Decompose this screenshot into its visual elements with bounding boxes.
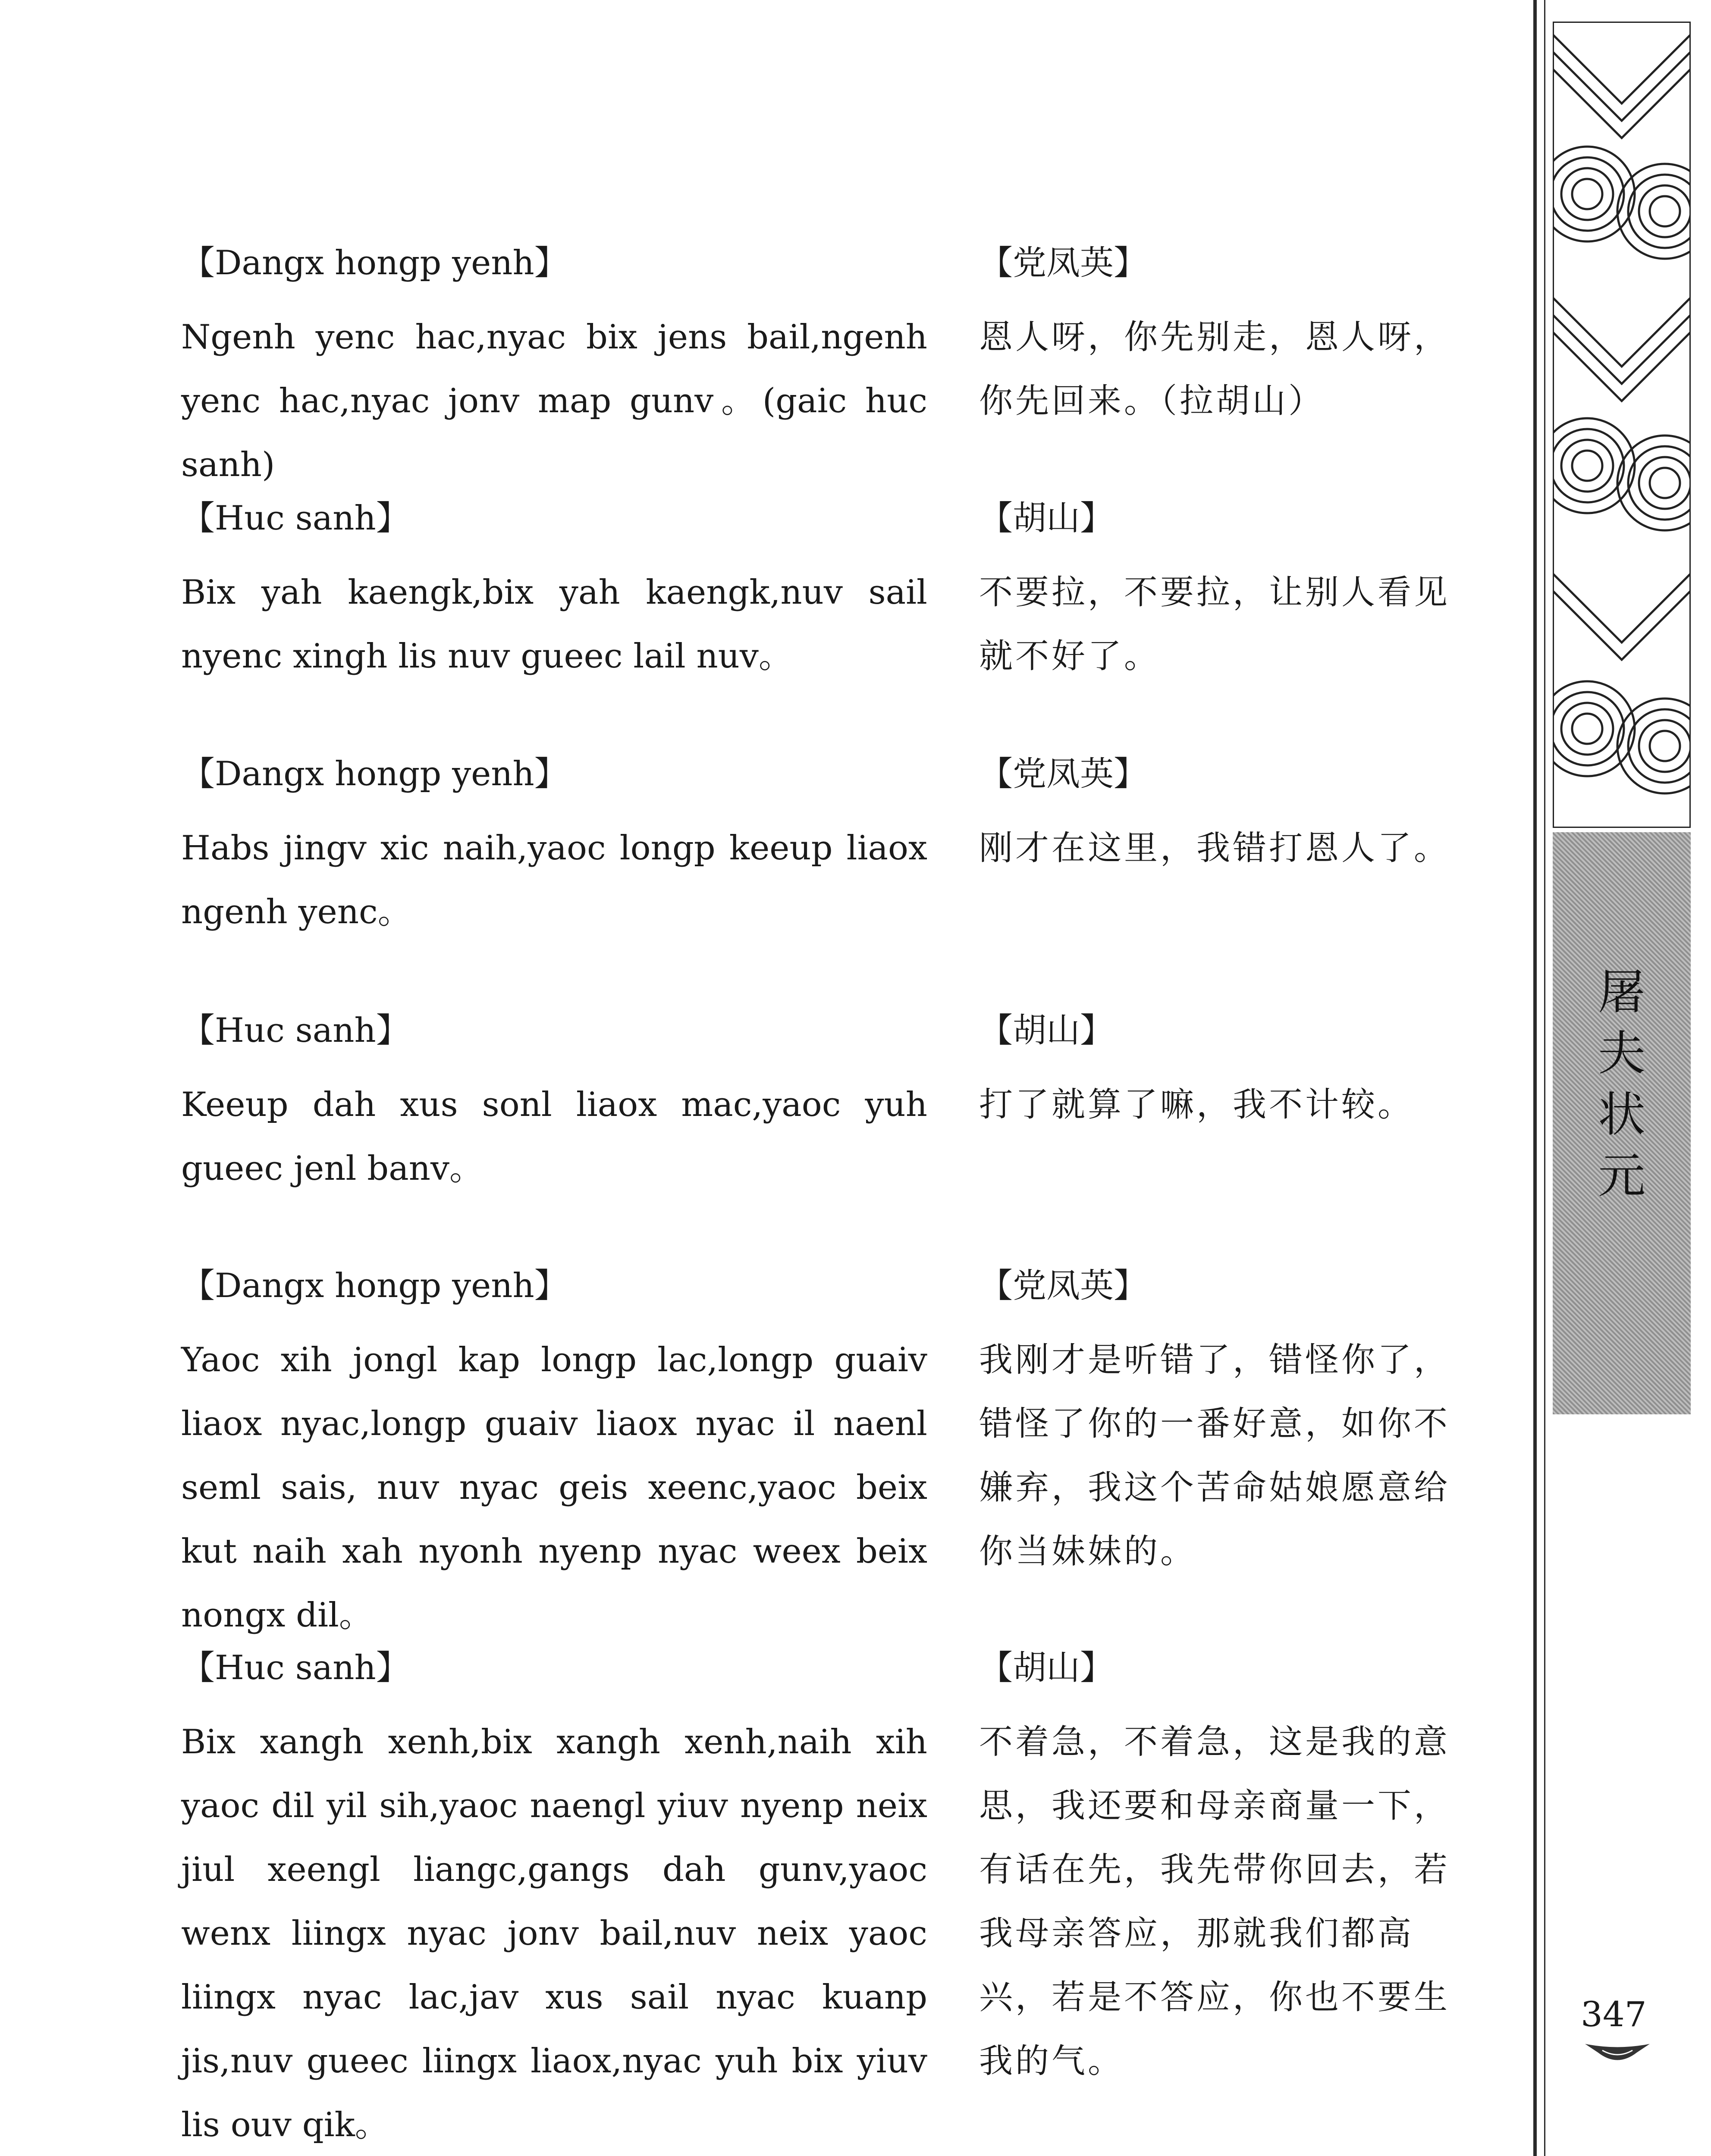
zh-dialogue-6 [979, 1646, 1458, 2093]
zh-speaker: 【党凤英】 [979, 244, 1148, 282]
zh-dialogue-4 [979, 1009, 1458, 1137]
kam-text: Bix yah kaengk,bix yah kaengk,nuv sail nyenc xingh lis nuv gueec lail nuv。 [181, 573, 927, 676]
kam-text: Habs jingv xic naih,yaoc longp keeup liaox ngenh yenc。 [181, 829, 927, 931]
kam-dialogue-5 [181, 1264, 927, 1647]
zh-dialogue-1 [979, 241, 1458, 433]
zh-text: 刚才在这里，我错打恩人了。 [979, 829, 1450, 868]
zh-speaker: 【党凤英】 [979, 755, 1148, 793]
kam-dialogue-3 [181, 752, 927, 944]
ornament-icon [1585, 2042, 1650, 2068]
kam-speaker: 【Dangx hongp yenh】 [181, 1266, 568, 1305]
zh-speaker: 【胡山】 [979, 1648, 1114, 1687]
side-title [1553, 962, 1691, 1206]
zh-text: 恩人呀，你先别走，恩人呀，你先回来。（拉胡山） [979, 318, 1450, 420]
kam-speaker: 【Dangx hongp yenh】 [181, 755, 568, 793]
zh-speaker: 【胡山】 [979, 1011, 1114, 1050]
kam-speaker: 【Huc sanh】 [181, 1011, 410, 1050]
zh-dialogue-5 [979, 1264, 1458, 1583]
zh-dialogue-3 [979, 752, 1458, 880]
kam-speaker: 【Dangx hongp yenh】 [181, 244, 568, 282]
kam-text: Ngenh yenc hac,nyac bix jens bail,ngenh yenc hac,nyac jonv map gunv。(gaic huc sanh) [181, 318, 927, 484]
zh-text: 不着急，不着急，这是我的意思，我还要和母亲商量一下，有话在先，我先带你回去，若我母亲答应，那就我们都高兴，若是不答应，你也不要生我的气。 [979, 1723, 1450, 2081]
sidebar-border-line-inner [1544, 0, 1545, 2156]
zh-speaker: 【党凤英】 [979, 1266, 1148, 1305]
kam-text: Keeup dah xus sonl liaox mac,yaoc yuh gueec jenl banv。 [181, 1085, 927, 1188]
zh-text: 打了就算了嘛，我不计较。 [979, 1085, 1414, 1124]
zh-speaker: 【胡山】 [979, 499, 1114, 538]
zh-dialogue-2 [979, 497, 1458, 688]
cloud-pattern-icon [1553, 22, 1691, 828]
kam-text: Yaoc xih jongl kap longp lac,longp guaiv liaox nyac,longp guaiv liaox nyac il naenl seml sais, nuv nyac geis xeenc,yaoc beix kut naih xah nyonh nyenp nyac weex beix nongx dil。 [181, 1341, 927, 1635]
sidebar-border-line [1533, 0, 1537, 2156]
kam-speaker: 【Huc sanh】 [181, 1648, 410, 1687]
kam-speaker: 【Huc sanh】 [181, 499, 410, 538]
kam-text: Bix xangh xenh,bix xangh xenh,naih xih yaoc dil yil sih,yaoc naengl yiuv nyenp neix jiul xeengl liangc,gangs dah gunv,yaoc wenx liingx nyac jonv bail,nuv neix yaoc liingx nyac lac,jav xus sail nyac kuanp jis,nuv gueec liingx liaox,nyac yuh bix yiuv lis ouv qik。 [181, 1723, 927, 2144]
zh-text: 不要拉，不要拉，让别人看见就不好了。 [979, 573, 1450, 676]
kam-dialogue-2 [181, 497, 927, 688]
page-number: 347 [1581, 1994, 1647, 2034]
zh-text: 我刚才是听错了，错怪你了，错怪了你的一番好意，如你不嫌弃，我这个苦命姑娘愿意给你当妹妹的。 [979, 1341, 1450, 1571]
kam-dialogue-4 [181, 1009, 927, 1200]
kam-dialogue-6 [181, 1646, 927, 2156]
side-title-text: 屠夫状元 [1598, 965, 1645, 1203]
kam-dialogue-1 [181, 241, 927, 497]
